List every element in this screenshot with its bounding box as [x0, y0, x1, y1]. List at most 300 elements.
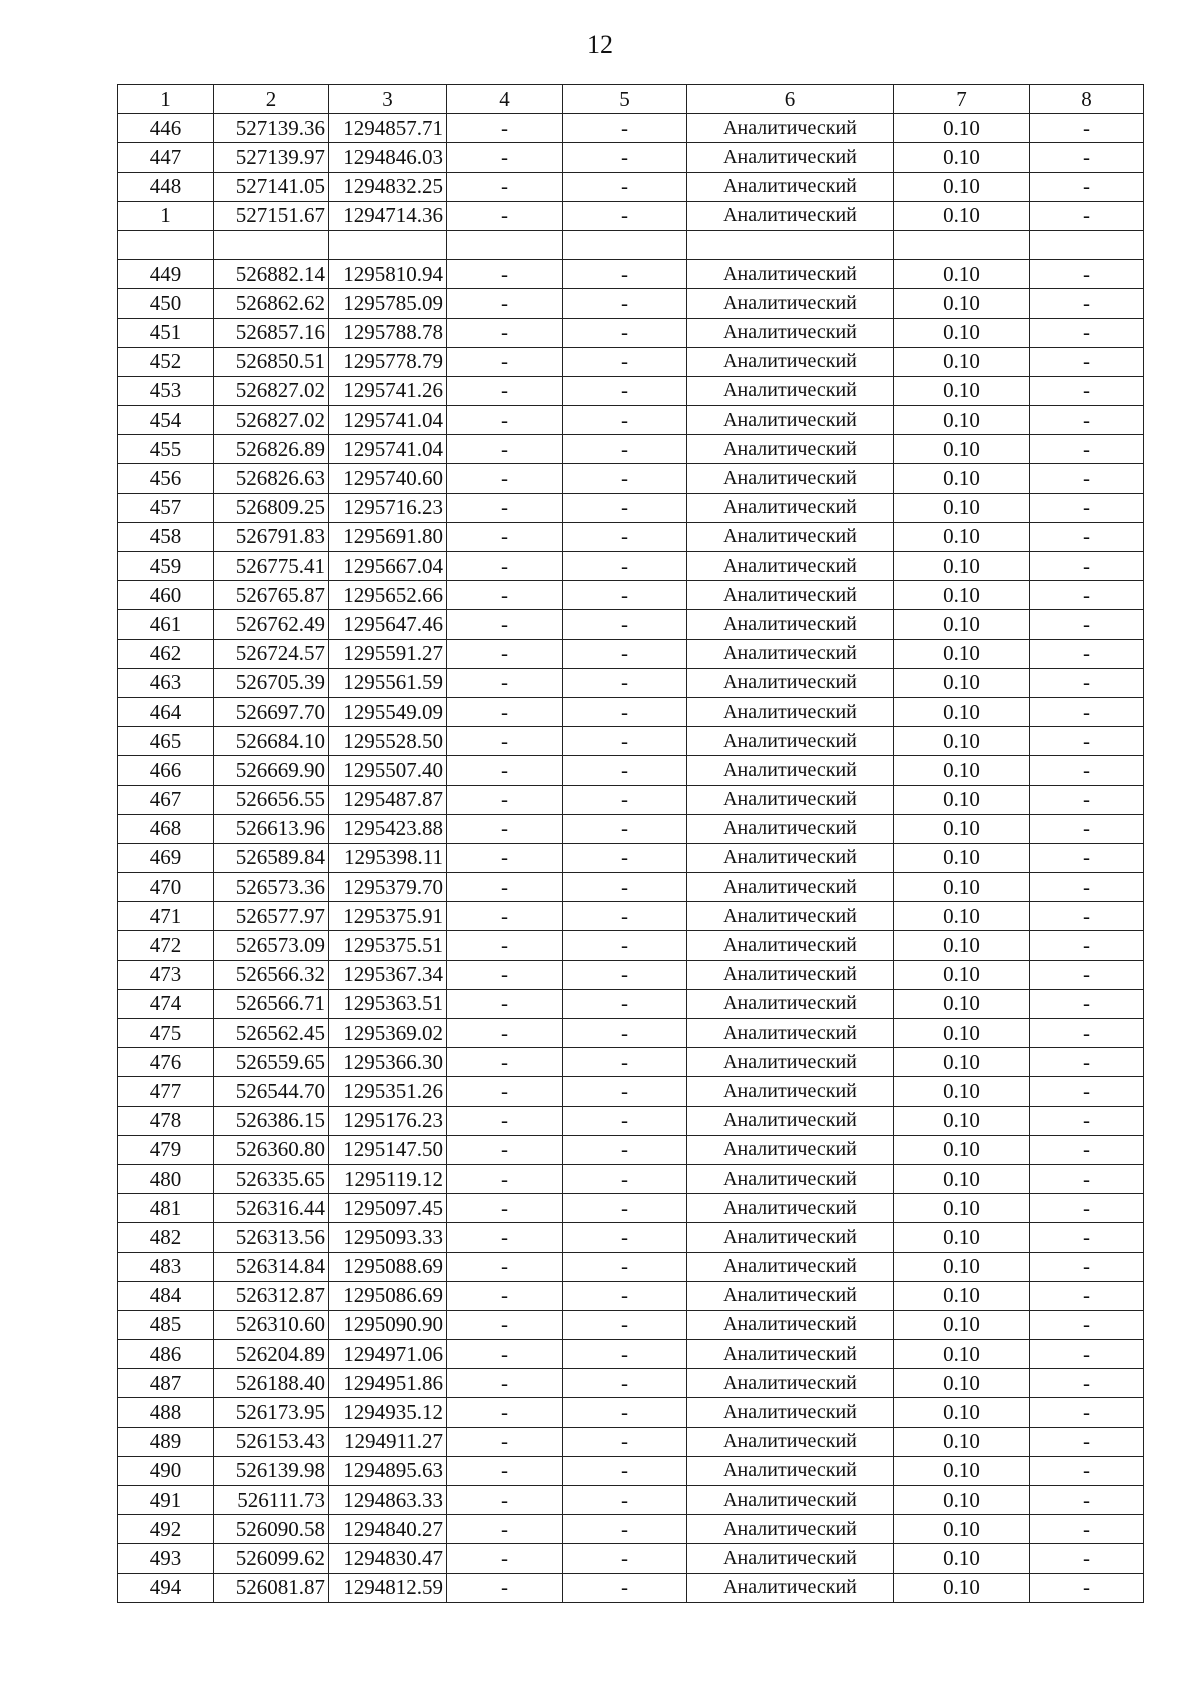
y-coordinate-cell: 1294812.59	[329, 1573, 447, 1602]
col4-cell: -	[447, 1048, 563, 1077]
accuracy-cell: 0.10	[894, 960, 1030, 989]
col8-cell	[1030, 230, 1144, 259]
point-number-cell: 489	[118, 1427, 214, 1456]
point-number-cell: 472	[118, 931, 214, 960]
y-coordinate-cell: 1295119.12	[329, 1164, 447, 1193]
accuracy-cell: 0.10	[894, 1164, 1030, 1193]
method-cell: Аналитический	[687, 1281, 894, 1310]
col4-cell: -	[447, 1281, 563, 1310]
y-coordinate-cell: 1295487.87	[329, 785, 447, 814]
col8-cell: -	[1030, 464, 1144, 493]
table-row	[118, 873, 1144, 902]
col4-cell: -	[447, 1252, 563, 1281]
table-row	[118, 1515, 1144, 1544]
col5-cell: -	[563, 1135, 687, 1164]
col4-cell: -	[447, 464, 563, 493]
page-number: 12	[587, 30, 613, 59]
y-coordinate-cell: 1294895.63	[329, 1456, 447, 1485]
col4-cell: -	[447, 1310, 563, 1339]
col5-cell: -	[563, 522, 687, 551]
table-row	[118, 639, 1144, 668]
method-cell: Аналитический	[687, 1398, 894, 1427]
accuracy-cell: 0.10	[894, 347, 1030, 376]
point-number-cell: 463	[118, 668, 214, 697]
col8-cell: -	[1030, 1456, 1144, 1485]
x-coordinate-cell: 526081.87	[214, 1573, 329, 1602]
point-number-cell: 450	[118, 289, 214, 318]
y-coordinate-cell: 1295652.66	[329, 581, 447, 610]
method-cell: Аналитический	[687, 989, 894, 1018]
col4-cell: -	[447, 727, 563, 756]
x-coordinate-cell: 526204.89	[214, 1340, 329, 1369]
accuracy-cell: 0.10	[894, 843, 1030, 872]
table-row	[118, 1427, 1144, 1456]
table-row	[118, 318, 1144, 347]
y-coordinate-cell: 1295785.09	[329, 289, 447, 318]
point-number-cell: 484	[118, 1281, 214, 1310]
method-cell: Аналитический	[687, 902, 894, 931]
method-cell: Аналитический	[687, 172, 894, 201]
col5-cell: -	[563, 1456, 687, 1485]
point-number-cell: 468	[118, 814, 214, 843]
x-coordinate-cell: 526173.95	[214, 1398, 329, 1427]
accuracy-cell: 0.10	[894, 1456, 1030, 1485]
col8-cell: -	[1030, 1164, 1144, 1193]
col4-cell: -	[447, 756, 563, 785]
x-coordinate-cell: 526310.60	[214, 1310, 329, 1339]
col5-cell: -	[563, 201, 687, 230]
method-cell: Аналитический	[687, 289, 894, 318]
accuracy-cell: 0.10	[894, 581, 1030, 610]
col4-cell: -	[447, 1019, 563, 1048]
method-cell: Аналитический	[687, 114, 894, 143]
col5-cell: -	[563, 581, 687, 610]
y-coordinate-cell: 1294714.36	[329, 201, 447, 230]
method-cell: Аналитический	[687, 1106, 894, 1135]
method-cell: Аналитический	[687, 406, 894, 435]
col8-cell: -	[1030, 814, 1144, 843]
point-number-cell: 446	[118, 114, 214, 143]
col8-cell: -	[1030, 1427, 1144, 1456]
col5-cell: -	[563, 1106, 687, 1135]
col8-cell: -	[1030, 143, 1144, 172]
accuracy-cell: 0.10	[894, 1369, 1030, 1398]
method-cell: Аналитический	[687, 376, 894, 405]
col5-cell: -	[563, 1427, 687, 1456]
col8-cell: -	[1030, 931, 1144, 960]
col8-cell: -	[1030, 1486, 1144, 1515]
method-cell: Аналитический	[687, 1135, 894, 1164]
table-row	[118, 114, 1144, 143]
table-row	[118, 493, 1144, 522]
method-cell: Аналитический	[687, 1515, 894, 1544]
x-coordinate-cell: 526313.56	[214, 1223, 329, 1252]
y-coordinate-cell: 1295351.26	[329, 1077, 447, 1106]
col8-cell: -	[1030, 1223, 1144, 1252]
col4-cell: -	[447, 1223, 563, 1252]
y-coordinate-cell: 1295375.91	[329, 902, 447, 931]
col5-cell: -	[563, 668, 687, 697]
method-cell: Аналитический	[687, 143, 894, 172]
col8-cell: -	[1030, 552, 1144, 581]
method-cell: Аналитический	[687, 1019, 894, 1048]
x-coordinate-cell: 526765.87	[214, 581, 329, 610]
column-header: 7	[894, 85, 1030, 114]
accuracy-cell: 0.10	[894, 989, 1030, 1018]
col8-cell: -	[1030, 289, 1144, 318]
col4-cell: -	[447, 1398, 563, 1427]
y-coordinate-cell: 1295147.50	[329, 1135, 447, 1164]
x-coordinate-cell: 526386.15	[214, 1106, 329, 1135]
table-row	[118, 581, 1144, 610]
col5-cell: -	[563, 873, 687, 902]
accuracy-cell: 0.10	[894, 1486, 1030, 1515]
table-row	[118, 406, 1144, 435]
accuracy-cell: 0.10	[894, 318, 1030, 347]
x-coordinate-cell: 527139.36	[214, 114, 329, 143]
x-coordinate-cell: 526809.25	[214, 493, 329, 522]
col8-cell: -	[1030, 610, 1144, 639]
col4-cell: -	[447, 406, 563, 435]
point-number-cell: 447	[118, 143, 214, 172]
col8-cell: -	[1030, 902, 1144, 931]
point-number-cell: 475	[118, 1019, 214, 1048]
col4-cell: -	[447, 1369, 563, 1398]
point-number-cell: 456	[118, 464, 214, 493]
x-coordinate-cell: 526775.41	[214, 552, 329, 581]
col8-cell: -	[1030, 697, 1144, 726]
point-number-cell: 486	[118, 1340, 214, 1369]
table-row	[118, 1164, 1144, 1193]
col8-cell: -	[1030, 873, 1144, 902]
y-coordinate-cell: 1295086.69	[329, 1281, 447, 1310]
accuracy-cell: 0.10	[894, 1340, 1030, 1369]
table-row	[118, 260, 1144, 289]
method-cell: Аналитический	[687, 873, 894, 902]
accuracy-cell: 0.10	[894, 1252, 1030, 1281]
y-coordinate-cell: 1295093.33	[329, 1223, 447, 1252]
column-header: 8	[1030, 85, 1144, 114]
accuracy-cell: 0.10	[894, 610, 1030, 639]
y-coordinate-cell: 1294840.27	[329, 1515, 447, 1544]
x-coordinate-cell: 526544.70	[214, 1077, 329, 1106]
method-cell: Аналитический	[687, 552, 894, 581]
method-cell: Аналитический	[687, 960, 894, 989]
x-coordinate-cell: 526566.71	[214, 989, 329, 1018]
y-coordinate-cell: 1295379.70	[329, 873, 447, 902]
accuracy-cell: 0.10	[894, 727, 1030, 756]
col8-cell: -	[1030, 406, 1144, 435]
col5-cell: -	[563, 1310, 687, 1339]
accuracy-cell: 0.10	[894, 435, 1030, 464]
x-coordinate-cell: 526827.02	[214, 406, 329, 435]
y-coordinate-cell: 1294857.71	[329, 114, 447, 143]
table-row	[118, 1106, 1144, 1135]
col8-cell: -	[1030, 435, 1144, 464]
table-row	[118, 1194, 1144, 1223]
table-row	[118, 668, 1144, 697]
table-row	[118, 1135, 1144, 1164]
table-row	[118, 1223, 1144, 1252]
table-row	[118, 172, 1144, 201]
table-body	[118, 114, 1144, 1603]
col5-cell	[563, 230, 687, 259]
y-coordinate-cell: 1294971.06	[329, 1340, 447, 1369]
col5-cell: -	[563, 1281, 687, 1310]
col5-cell: -	[563, 1048, 687, 1077]
method-cell: Аналитический	[687, 1252, 894, 1281]
col5-cell: -	[563, 464, 687, 493]
col8-cell: -	[1030, 1135, 1144, 1164]
x-coordinate-cell: 526099.62	[214, 1544, 329, 1573]
method-cell: Аналитический	[687, 1486, 894, 1515]
table-row	[118, 1573, 1144, 1602]
x-coordinate-cell: 526559.65	[214, 1048, 329, 1077]
method-cell: Аналитический	[687, 1223, 894, 1252]
method-cell: Аналитический	[687, 814, 894, 843]
x-coordinate-cell: 526826.63	[214, 464, 329, 493]
x-coordinate-cell: 526316.44	[214, 1194, 329, 1223]
y-coordinate-cell: 1295561.59	[329, 668, 447, 697]
col4-cell: -	[447, 1573, 563, 1602]
col8-cell: -	[1030, 1544, 1144, 1573]
method-cell: Аналитический	[687, 493, 894, 522]
table-row	[118, 697, 1144, 726]
point-number-cell: 459	[118, 552, 214, 581]
col4-cell: -	[447, 1427, 563, 1456]
col4-cell: -	[447, 814, 563, 843]
x-coordinate-cell: 526827.02	[214, 376, 329, 405]
accuracy-cell: 0.10	[894, 1398, 1030, 1427]
col8-cell: -	[1030, 201, 1144, 230]
point-number-cell: 458	[118, 522, 214, 551]
table-row	[118, 1077, 1144, 1106]
table-row	[118, 1398, 1144, 1427]
point-number-cell: 466	[118, 756, 214, 785]
x-coordinate-cell: 526360.80	[214, 1135, 329, 1164]
table-row	[118, 1544, 1144, 1573]
y-coordinate-cell: 1295741.04	[329, 406, 447, 435]
table-row	[118, 989, 1144, 1018]
col4-cell: -	[447, 902, 563, 931]
table-row	[118, 376, 1144, 405]
table-row	[118, 1281, 1144, 1310]
accuracy-cell	[894, 230, 1030, 259]
col8-cell: -	[1030, 1281, 1144, 1310]
x-coordinate-cell: 526312.87	[214, 1281, 329, 1310]
accuracy-cell: 0.10	[894, 260, 1030, 289]
point-number-cell: 492	[118, 1515, 214, 1544]
x-coordinate-cell: 526724.57	[214, 639, 329, 668]
y-coordinate-cell: 1295367.34	[329, 960, 447, 989]
col4-cell: -	[447, 347, 563, 376]
col8-cell: -	[1030, 376, 1144, 405]
col4-cell: -	[447, 843, 563, 872]
point-number-cell: 490	[118, 1456, 214, 1485]
col5-cell: -	[563, 347, 687, 376]
col4-cell: -	[447, 785, 563, 814]
point-number-cell: 470	[118, 873, 214, 902]
col8-cell: -	[1030, 756, 1144, 785]
y-coordinate-cell: 1294846.03	[329, 143, 447, 172]
y-coordinate-cell: 1295507.40	[329, 756, 447, 785]
table-row	[118, 756, 1144, 785]
method-cell: Аналитический	[687, 1340, 894, 1369]
y-coordinate-cell: 1294951.86	[329, 1369, 447, 1398]
accuracy-cell: 0.10	[894, 464, 1030, 493]
method-cell: Аналитический	[687, 464, 894, 493]
column-header: 1	[118, 85, 214, 114]
method-cell: Аналитический	[687, 1544, 894, 1573]
accuracy-cell: 0.10	[894, 1515, 1030, 1544]
y-coordinate-cell: 1295691.80	[329, 522, 447, 551]
y-coordinate-cell: 1294911.27	[329, 1427, 447, 1456]
accuracy-cell: 0.10	[894, 785, 1030, 814]
point-number-cell: 452	[118, 347, 214, 376]
col5-cell: -	[563, 435, 687, 464]
col5-cell: -	[563, 1515, 687, 1544]
col5-cell: -	[563, 260, 687, 289]
method-cell: Аналитический	[687, 931, 894, 960]
x-coordinate-cell: 526762.49	[214, 610, 329, 639]
point-number-cell: 478	[118, 1106, 214, 1135]
accuracy-cell: 0.10	[894, 1194, 1030, 1223]
x-coordinate-cell: 526139.98	[214, 1456, 329, 1485]
col5-cell: -	[563, 1077, 687, 1106]
y-coordinate-cell: 1295788.78	[329, 318, 447, 347]
col4-cell: -	[447, 289, 563, 318]
y-coordinate-cell: 1294830.47	[329, 1544, 447, 1573]
x-coordinate-cell	[214, 230, 329, 259]
col5-cell: -	[563, 727, 687, 756]
point-number-cell: 481	[118, 1194, 214, 1223]
point-number-cell: 462	[118, 639, 214, 668]
table-row	[118, 1310, 1144, 1339]
col4-cell: -	[447, 1164, 563, 1193]
point-number-cell: 480	[118, 1164, 214, 1193]
column-header: 3	[329, 85, 447, 114]
col8-cell: -	[1030, 1048, 1144, 1077]
col8-cell: -	[1030, 581, 1144, 610]
table-row	[118, 1252, 1144, 1281]
point-number-cell: 449	[118, 260, 214, 289]
table-row	[118, 347, 1144, 376]
y-coordinate-cell: 1295176.23	[329, 1106, 447, 1135]
method-cell: Аналитический	[687, 260, 894, 289]
col4-cell: -	[447, 201, 563, 230]
col5-cell: -	[563, 1369, 687, 1398]
method-cell: Аналитический	[687, 1427, 894, 1456]
method-cell: Аналитический	[687, 697, 894, 726]
col8-cell: -	[1030, 989, 1144, 1018]
header-row	[118, 85, 1144, 114]
y-coordinate-cell: 1295090.90	[329, 1310, 447, 1339]
col5-cell: -	[563, 610, 687, 639]
method-cell: Аналитический	[687, 1048, 894, 1077]
col5-cell: -	[563, 785, 687, 814]
accuracy-cell: 0.10	[894, 289, 1030, 318]
col4-cell: -	[447, 172, 563, 201]
col4-cell: -	[447, 581, 563, 610]
x-coordinate-cell: 526684.10	[214, 727, 329, 756]
point-number-cell: 477	[118, 1077, 214, 1106]
coordinates-table	[117, 84, 1144, 1603]
point-number-cell: 476	[118, 1048, 214, 1077]
x-coordinate-cell: 526613.96	[214, 814, 329, 843]
x-coordinate-cell: 526882.14	[214, 260, 329, 289]
col8-cell: -	[1030, 960, 1144, 989]
y-coordinate-cell: 1295740.60	[329, 464, 447, 493]
y-coordinate-cell: 1295810.94	[329, 260, 447, 289]
col5-cell: -	[563, 1223, 687, 1252]
col8-cell: -	[1030, 727, 1144, 756]
col8-cell: -	[1030, 668, 1144, 697]
col8-cell: -	[1030, 1106, 1144, 1135]
y-coordinate-cell: 1295528.50	[329, 727, 447, 756]
accuracy-cell: 0.10	[894, 1223, 1030, 1252]
col4-cell	[447, 230, 563, 259]
accuracy-cell: 0.10	[894, 814, 1030, 843]
x-coordinate-cell: 526314.84	[214, 1252, 329, 1281]
col8-cell: -	[1030, 1019, 1144, 1048]
point-number-cell: 467	[118, 785, 214, 814]
point-number-cell: 474	[118, 989, 214, 1018]
point-number-cell: 487	[118, 1369, 214, 1398]
col5-cell: -	[563, 172, 687, 201]
method-cell: Аналитический	[687, 1164, 894, 1193]
col4-cell: -	[447, 989, 563, 1018]
accuracy-cell: 0.10	[894, 1281, 1030, 1310]
col4-cell: -	[447, 1515, 563, 1544]
col4-cell: -	[447, 435, 563, 464]
accuracy-cell: 0.10	[894, 114, 1030, 143]
col5-cell: -	[563, 1164, 687, 1193]
col8-cell: -	[1030, 1398, 1144, 1427]
accuracy-cell: 0.10	[894, 1077, 1030, 1106]
y-coordinate-cell: 1294832.25	[329, 172, 447, 201]
point-number-cell: 479	[118, 1135, 214, 1164]
point-number-cell: 1	[118, 201, 214, 230]
y-coordinate-cell: 1295778.79	[329, 347, 447, 376]
x-coordinate-cell: 526669.90	[214, 756, 329, 785]
table-row	[118, 727, 1144, 756]
x-coordinate-cell: 526573.09	[214, 931, 329, 960]
col5-cell: -	[563, 143, 687, 172]
point-number-cell: 473	[118, 960, 214, 989]
accuracy-cell: 0.10	[894, 668, 1030, 697]
method-cell: Аналитический	[687, 668, 894, 697]
method-cell: Аналитический	[687, 435, 894, 464]
col8-cell: -	[1030, 172, 1144, 201]
x-coordinate-cell: 526857.16	[214, 318, 329, 347]
accuracy-cell: 0.10	[894, 873, 1030, 902]
x-coordinate-cell: 526566.32	[214, 960, 329, 989]
point-number-cell: 453	[118, 376, 214, 405]
point-number-cell: 494	[118, 1573, 214, 1602]
x-coordinate-cell: 526862.62	[214, 289, 329, 318]
column-header: 5	[563, 85, 687, 114]
method-cell: Аналитический	[687, 1456, 894, 1485]
accuracy-cell: 0.10	[894, 1544, 1030, 1573]
accuracy-cell: 0.10	[894, 1573, 1030, 1602]
y-coordinate-cell: 1295363.51	[329, 989, 447, 1018]
point-number-cell: 488	[118, 1398, 214, 1427]
col8-cell: -	[1030, 114, 1144, 143]
accuracy-cell: 0.10	[894, 756, 1030, 785]
table-row	[118, 785, 1144, 814]
method-cell: Аналитический	[687, 347, 894, 376]
point-number-cell: 455	[118, 435, 214, 464]
